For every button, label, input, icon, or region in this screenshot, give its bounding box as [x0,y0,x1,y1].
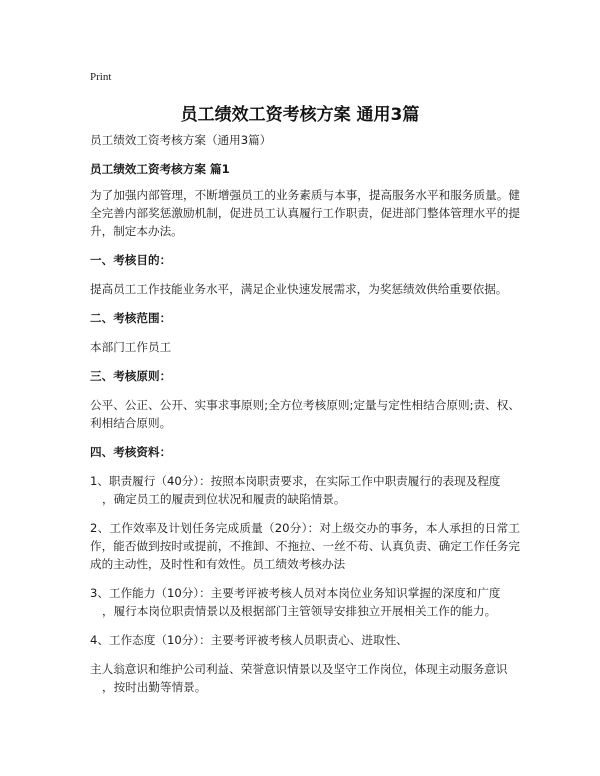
heading-materials: 四、考核资料： [90,445,172,459]
heading-purpose: 一、考核目的： [90,253,172,267]
list-item [90,660,520,696]
section-title: 员工绩效工资考核方案 篇1 [90,162,230,176]
list-item-text: 1、职责履行（40分）：按照本岗职责要求，在实际工作中职责履行的表现及程度 [90,474,501,488]
list-item-text: 2、工作效率及计划任务完成质量（20分）：对上级交办的事务，本人承担的日常工作，能否做到按时或提前，不推卸、不拖拉、一丝不苟、认真负责、确定工作任务完成的主动性，及时性和有效性。员工绩效考核办法 [90,521,520,571]
list-item [90,519,520,573]
heading-principles: 三、考核原则： [90,369,172,383]
scope-text: 本部门工作员工 [90,340,172,354]
list-item [90,584,520,620]
principles-text: 公平、公正、公开、实事求事原则;全方位考核原则;定量与定性相结合原则;责、权、利相结合原则。 [90,398,520,430]
list-item-continuation: ，确定员工的履责到位状况和履责的缺陷情景。 [102,492,346,506]
page-title: 员工绩效工资考核方案 通用3篇 [180,105,420,125]
list-item-text: 3、工作能力（10分）：主要考评被考核人员对本岗位业务知识掌握的深度和广度 [90,586,501,600]
subtitle: 员工绩效工资考核方案（通用3篇） [90,133,272,147]
purpose-text: 提高员工工作技能业务水平，满足企业快速发展需求，为奖惩绩效供给重要依据。 [90,282,508,296]
list-item [90,472,520,508]
intro-paragraph: 为了加强内部管理，不断增强员工的业务素质与本事，提高服务水平和服务质量。健全完善内部奖惩激励机制，促进员工认真履行工作职责，促进部门整体管理水平的提升，制定本办法。 [90,188,520,238]
list-item-text: 主人翁意识和维护公司利益、荣誉意识情景以及坚守工作岗位，体现主动服务意识 [90,662,508,676]
print-link[interactable]: Print [90,71,112,83]
list-item-continuation: ，履行本岗位职责情景以及根据部门主管领导安排独立开展相关工作的能力。 [102,604,497,618]
list-item-text: 4、工作态度（10分）：主要考评被考核人员职责心、进取性、 [90,633,408,647]
heading-scope: 二、考核范围： [90,311,172,325]
list-item [90,631,520,649]
document-body [90,131,520,707]
list-item-continuation: ，按时出勤等情景。 [102,680,207,694]
